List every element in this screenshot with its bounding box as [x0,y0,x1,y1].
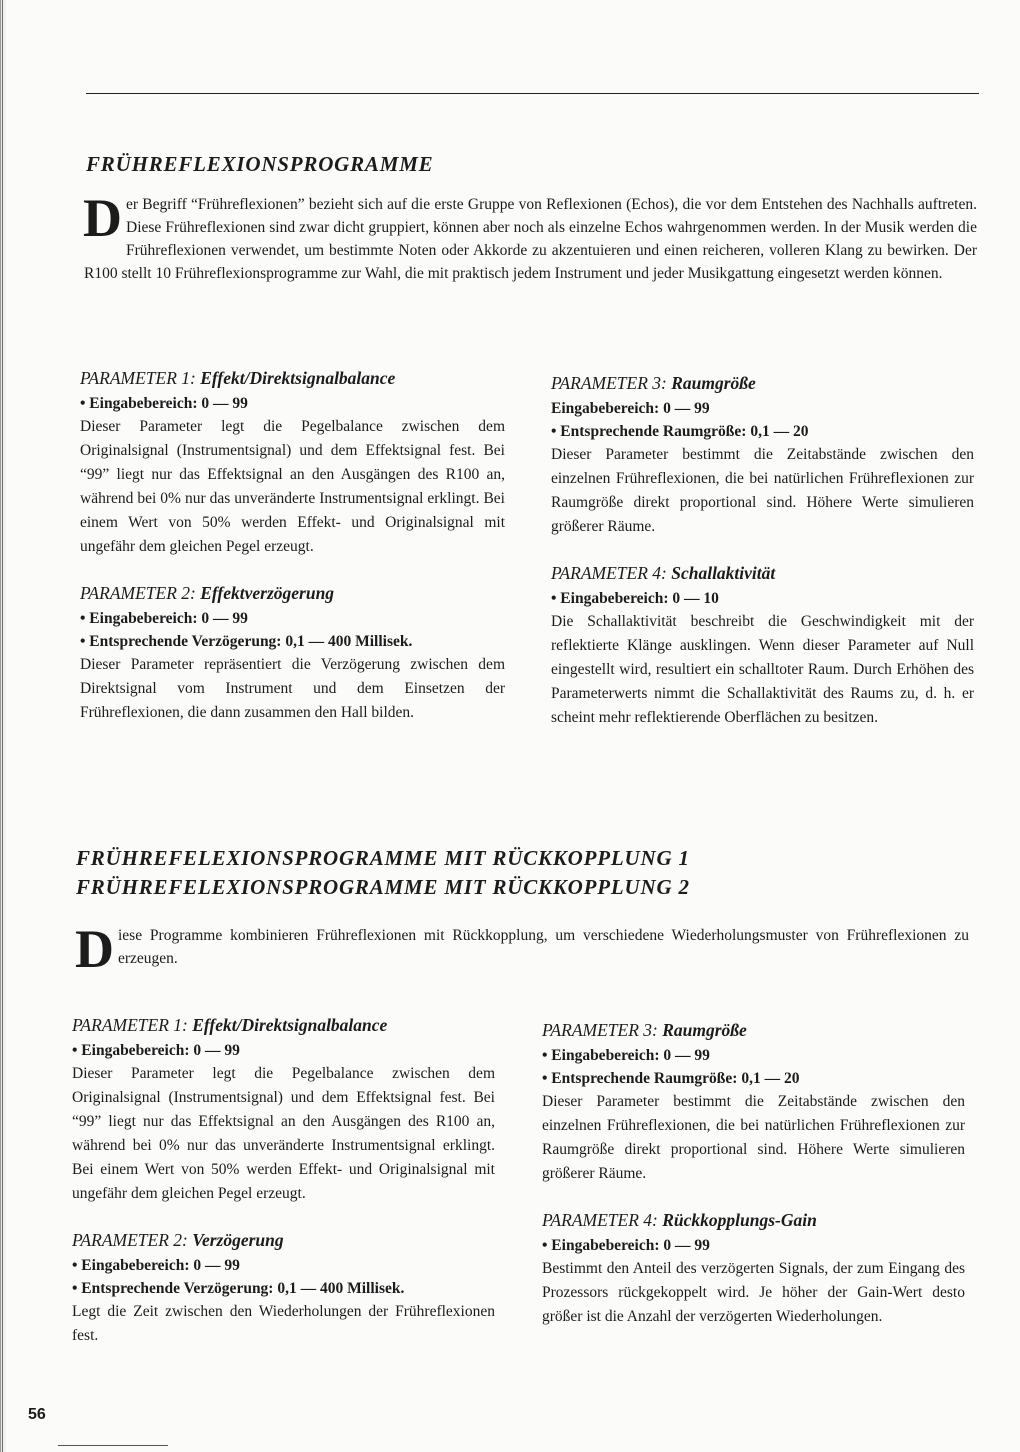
section1-title: FRÜHREFLEXIONSPROGRAMME [86,152,434,176]
s1-param4-range: • Eingabebereich: 0 — 10 [551,590,719,607]
s2-param4-range: • Eingabebereich: 0 — 99 [542,1237,710,1254]
s2-param2 [72,1228,495,1348]
section2-right-column [542,1018,965,1351]
s1-param1-name: Effekt/Direktsignalbalance [200,368,396,388]
s1-param1-number: PARAMETER 1: [80,368,196,388]
s2-param4-title [542,1208,965,1232]
top-rule [86,93,979,94]
s1-param3-title [551,371,974,395]
s2-param2-delay: • Entsprechende Verzögerung: 0,1 — 400 Millisek. [72,1280,405,1297]
s1-param4-title [551,561,974,585]
s1-param1-body: Dieser Parameter legt die Pegelbalance zwischen dem Originalsignal (Instrumentsignal) und dem Effektsignal fest. Bei “99” liegt nur das Effektsignal an den Ausgängen des R100 an, während bei 0% nur das unveränderte Instrumentsignal erklingt. Bei einem Wert von 50% werden Effekt- und Originalsignal mit ungefähr dem gleichen Pegel erzeugt. [80,418,505,555]
s2-param1-title [72,1013,495,1037]
s2-param3-body: Dieser Parameter bestimmt die Zeitabstände zwischen den einzelnen Frühreflexionen, die bei natürlichen Frühreflexionen zur Raumgröße direkt proportional sind. Höhere Werte simulieren größerer Räume. [542,1093,965,1182]
section1-intro-text: er Begriff “Frühreflexionen” bezieht sich auf die erste Gruppe von Reflexionen (Echos), die vor dem Entstehen des Nachhalls auftreten. Diese Frühreflexionen sind zwar dicht gruppiert, können aber noch als einzelne Echos wahrgenommen werden. In der Musik werden die Frühreflexionen verwendet, um bestimmte Noten oder Akkorde zu akzentuieren und einen reicheren, volleren Klang zu bewirken. Der R100 stellt 10 Frühreflexionsprogramme zur Wahl, die mit praktisch jedem Instrument und jeder Musikgattung eingesetzt werden können. [84,196,977,282]
section1-intro [83,188,977,285]
section2-title-line1: FRÜHREFELEXIONSPROGRAMME MIT RÜCKKOPPLUNG 1 [76,846,690,870]
s1-param2-name: Effektverzögerung [200,583,335,603]
s2-param4-body: Bestimmt den Anteil des verzögerten Signals, der zum Eingang des Prozessors rückgekoppelt wird. Je höher der Gain-Wert desto größer ist die Anzahl der verzögerten Wiederholungen. [542,1260,965,1325]
s1-param1 [80,366,505,559]
s2-param1-body: Dieser Parameter legt die Pegelbalance zwischen dem Originalsignal (Instrumentsignal) und dem Effektsignal fest. Bei “99” liegt nur das Effektsignal an den Ausgängen des R100 an, während bei 0% nur das unveränderte Instrumentsignal erklingt. Bei einem Wert von 50% werden Effekt- und Originalsignal mit ungefähr dem gleichen Pegel erzeugt. [72,1065,495,1202]
s2-param2-name: Verzögerung [192,1230,284,1250]
s1-param2-number: PARAMETER 2: [80,583,196,603]
section2-intro-text: iese Programme kombinieren Frühreflexionen mit Rückkopplung, um verschiedene Wiederholungsmuster von Frühreflexionen zu erzeugen. [118,927,969,967]
s1-param2-range: • Eingabebereich: 0 — 99 [80,610,248,627]
s1-param2 [80,581,505,725]
s2-param1-name: Effekt/Direktsignalbalance [192,1015,388,1035]
s1-param2-body: Dieser Parameter repräsentiert die Verzögerung zwischen dem Direktsignal vom Instrument und dem Einsetzen der Frühreflexionen, die dann zusammen den Hall bilden. [80,656,505,721]
s2-param1-number: PARAMETER 1: [72,1015,188,1035]
s2-param3-roomsize: • Entsprechende Raumgröße: 0,1 — 20 [542,1070,800,1087]
s1-param3 [551,371,974,539]
s2-param3-name: Raumgröße [662,1020,747,1040]
s2-param2-body: Legt die Zeit zwischen den Wiederholungen der Frühreflexionen fest. [72,1303,495,1344]
section1-right-column [551,371,974,752]
s2-param3-number: PARAMETER 3: [542,1020,658,1040]
s1-param3-name: Raumgröße [671,373,756,393]
s2-param2-title [72,1228,495,1252]
s2-param1 [72,1013,495,1206]
section2-dropcap: D [75,919,114,979]
s2-param4 [542,1208,965,1329]
s1-param3-range: Eingabebereich: 0 — 99 [551,400,710,417]
s2-param2-range: • Eingabebereich: 0 — 99 [72,1257,240,1274]
bottom-rule [58,1445,168,1446]
s1-param4 [551,561,974,730]
s1-param2-title [80,581,505,605]
s1-param4-name: Schallaktivität [671,563,776,583]
s1-param3-body: Dieser Parameter bestimmt die Zeitabstände zwischen den einzelnen Frühreflexionen, die bei natürlichen Frühreflexionen zur Raumgröße direkt proportional sind. Höhere Werte simulieren größerer Räume. [551,446,974,535]
s1-param4-body: Die Schallaktivität beschreibt die Geschwindigkeit mit der reflektierte Klänge ausklingen. Wenn dieser Parameter auf Null eingestellt wird, resultiert ein schalltoter Raum. Durch Erhöhen des Parameterwerts nimmt die Schallaktivität des Raums zu, d. h. er scheint mehr reflektierende Oberflächen zu besitzen. [551,613,974,726]
s2-param4-number: PARAMETER 4: [542,1210,658,1230]
section2-left-column [72,1013,495,1370]
section2-title [76,844,690,902]
s1-param3-roomsize: • Entsprechende Raumgröße: 0,1 — 20 [551,423,809,440]
s2-param3 [542,1018,965,1186]
scan-binding-edge [0,0,6,1452]
s2-param1-range: • Eingabebereich: 0 — 99 [72,1042,240,1059]
s1-param2-delay: • Entsprechende Verzögerung: 0,1 — 400 Millisek. [80,633,413,650]
s1-param4-number: PARAMETER 4: [551,563,667,583]
section2-title-line2: FRÜHREFELEXIONSPROGRAMME MIT RÜCKKOPPLUNG 2 [76,875,690,899]
s2-param4-name: Rückkopplungs-Gain [662,1210,817,1230]
s2-param3-title [542,1018,965,1042]
s1-param1-range: • Eingabebereich: 0 — 99 [80,395,248,412]
section1-dropcap: D [83,188,122,248]
s2-param3-range: • Eingabebereich: 0 — 99 [542,1047,710,1064]
s2-param2-number: PARAMETER 2: [72,1230,188,1250]
page-number: 56 [28,1406,46,1423]
s1-param3-number: PARAMETER 3: [551,373,667,393]
section2-intro [75,919,969,979]
section1-left-column [80,366,505,747]
s1-param1-title [80,366,505,390]
